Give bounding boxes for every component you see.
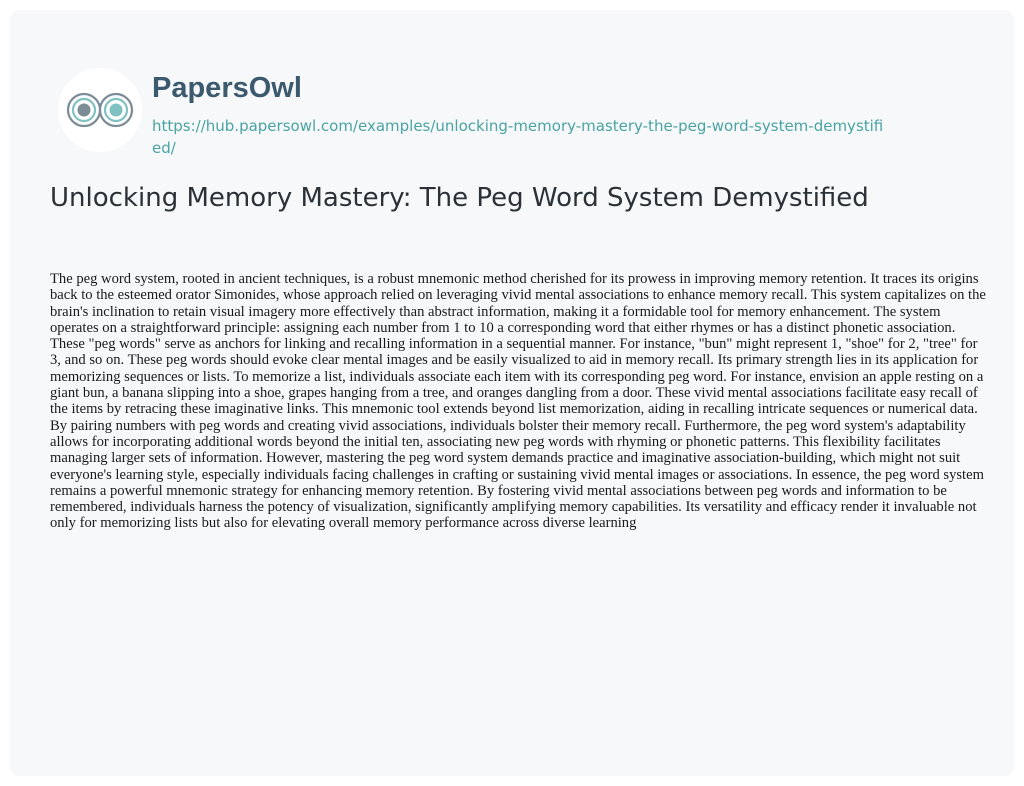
source-url-link[interactable]: https://hub.papersowl.com/examples/unlocking-memory-mastery-the-peg-word-system-demystified/ (152, 117, 884, 157)
brand-name[interactable]: PapersOwl (152, 72, 302, 104)
document-page (10, 10, 1014, 776)
article-title: Unlocking Memory Mastery: The Peg Word System Demystified (50, 183, 869, 213)
article-body: The peg word system, rooted in ancient techniques, is a robust mnemonic method cherished for its prowess in improving memory retention. It traces its origins back to the esteemed orator Simonides, whose approach relied on leveraging vivid mental associations to enhance memory recall. This system capitalizes on the brain's inclination to retain visual imagery more effectively than abstract information, making it a formidable tool for memory enhancement. The system operates on a straightforward principle: assigning each number from 1 to 10 a corresponding word that either rhymes or has a distinct phonetic association. These "peg words" serve as anchors for linking and recalling information in a sequential manner. For instance, "bun" might represent 1, "shoe" for 2, "tree" for 3, and so on. These peg words should evoke clear mental images and be easily visualized to aid in memory recall. Its primary strength lies in its application for memorizing sequences or lists. To memorize a list, individuals associate each item with its corresponding peg word. For instance, envision an apple resting on a giant bun, a banana slipping into a shoe, grapes hanging from a tree, and oranges dangling from a door. These vivid mental associations facilitate easy recall of the items by retracing these imaginative links. This mnemonic tool extends beyond list memorization, aiding in recalling intricate sequences or numerical data. By pairing numbers with peg words and creating vivid associations, individuals bolster their memory recall. Furthermore, the peg word system's adaptability allows for incorporating additional words beyond the initial ten, associating new peg words with rhyming or phonetic patterns. This flexibility facilitates managing larger sets of information. However, mastering the peg word system demands practice and imaginative association-building, which might not suit everyone's learning style, especially individuals facing challenges in crafting or sustaining vivid mental images or associations. In essence, the peg word system remains a powerful mnemonic strategy for enhancing memory retention. By fostering vivid mental associations between peg words and information to be remembered, individuals harness the potency of visualization, significantly amplifying memory capabilities. Its versatility and efficacy render it invaluable not only for memorizing lists but also for elevating overall memory performance across diverse learning (50, 271, 986, 532)
site-header (58, 68, 892, 159)
owl-eyes-logo-icon (58, 68, 142, 152)
brand-block (152, 68, 892, 159)
